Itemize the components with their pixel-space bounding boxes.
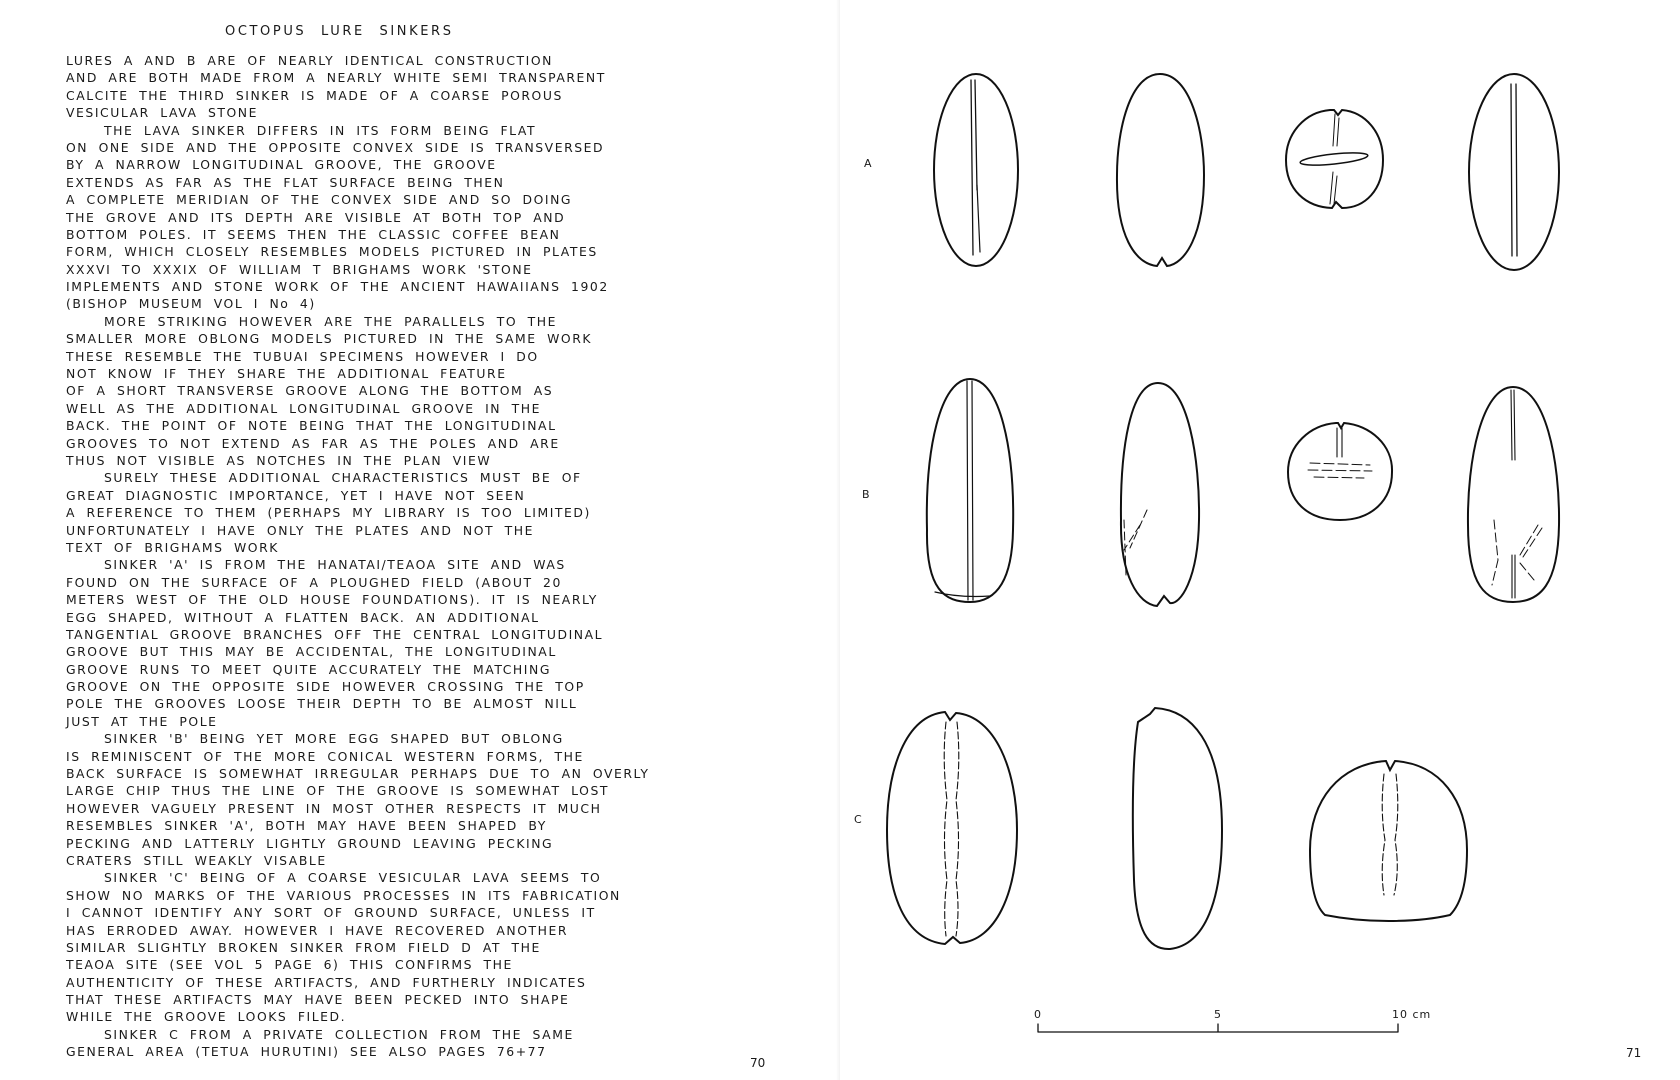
sinker-c-end-view bbox=[1310, 761, 1467, 921]
text-line: GENERAL AREA (TETUA HURUTINI) SEE ALSO PAGES 76+77 bbox=[66, 1044, 547, 1060]
text-line: SINKER 'C' BEING OF A COARSE VESICULAR LAVA SEEMS TO bbox=[104, 870, 602, 886]
sinker-b-side-view bbox=[1121, 383, 1199, 606]
text-line: BY A NARROW LONGITUDINAL GROOVE, THE GROOVE bbox=[66, 157, 497, 173]
sinker-a-side-view bbox=[1117, 74, 1204, 266]
sinker-a-end-view bbox=[1286, 110, 1383, 208]
text-line: BOTTOM POLES. IT SEEMS THEN THE CLASSIC COFFEE BEAN bbox=[66, 226, 561, 242]
text-line: GROOVE BUT THIS MAY BE ACCIDENTAL, THE LONGITUDINAL bbox=[66, 644, 557, 660]
text-line: IS REMINISCENT OF THE MORE CONICAL WESTERN FORMS, THE bbox=[66, 748, 584, 764]
sinker-b-back-view bbox=[1468, 387, 1559, 602]
text-line: BACK SURFACE IS SOMEWHAT IRREGULAR PERHAPS DUE TO AN OVERLY bbox=[66, 766, 650, 782]
text-line: AUTHENTICITY OF THESE ARTIFACTS, AND FURTHERLY INDICATES bbox=[66, 974, 587, 990]
text-line: BACK. THE POINT OF NOTE BEING THAT THE LONGITUDINAL bbox=[66, 418, 557, 434]
text-line: ON ONE SIDE AND THE OPPOSITE CONVEX SIDE IS TRANSVERSED bbox=[66, 139, 605, 155]
text-line: TANGENTIAL GROOVE BRANCHES OFF THE CENTRAL LONGITUDINAL bbox=[66, 626, 604, 642]
text-line: (BISHOP MUSEUM VOL I No 4) bbox=[66, 296, 316, 312]
text-line: GROOVE ON THE OPPOSITE SIDE HOWEVER CROSSING THE TOP bbox=[66, 679, 585, 695]
text-line: XXXVI TO XXXIX OF WILLIAM T BRIGHAMS WORK 'STONE bbox=[66, 261, 533, 277]
text-line: RESEMBLES SINKER 'A', BOTH MAY HAVE BEEN SHAPED BY bbox=[66, 818, 547, 834]
scale-label-0: 0 bbox=[1034, 1008, 1042, 1021]
text-line: GREAT DIAGNOSTIC IMPORTANCE, YET I HAVE NOT SEEN bbox=[66, 487, 526, 503]
text-line: IMPLEMENTS AND STONE WORK OF THE ANCIENT HAWAIIANS 1902 bbox=[66, 279, 609, 295]
text-line: THESE RESEMBLE THE TUBUAI SPECIMENS HOWEVER I DO bbox=[66, 348, 539, 364]
text-line: CRATERS STILL WEAKLY VISABLE bbox=[66, 852, 327, 868]
text-line: SINKER 'B' BEING YET MORE EGG SHAPED BUT OBLONG bbox=[104, 731, 564, 747]
row-label-c: C bbox=[854, 813, 862, 826]
text-line: MORE STRIKING HOWEVER ARE THE PARALLELS TO THE bbox=[104, 313, 557, 329]
scale-label-10cm: 10 cm bbox=[1392, 1008, 1432, 1021]
text-line: THE LAVA SINKER DIFFERS IN ITS FORM BEING FLAT bbox=[104, 122, 537, 138]
text-line: SMALLER MORE OBLONG MODELS PICTURED IN THE SAME WORK bbox=[66, 331, 593, 347]
sinker-a-front-view bbox=[934, 74, 1018, 266]
scale-bar bbox=[1038, 1024, 1398, 1032]
sinker-b-end-view bbox=[1288, 423, 1392, 520]
text-line: SURELY THESE ADDITIONAL CHARACTERISTICS MUST BE OF bbox=[104, 470, 582, 486]
sinker-a-back-view bbox=[1469, 74, 1559, 270]
text-line: VESICULAR LAVA STONE bbox=[66, 105, 259, 121]
text-line: JUST AT THE POLE bbox=[66, 713, 218, 729]
text-line: POLE THE GROOVES LOOSE THEIR DEPTH TO BE ALMOST NILL bbox=[66, 696, 578, 712]
sinker-b-front-view bbox=[927, 379, 1013, 602]
text-line: TEXT OF BRIGHAMS WORK bbox=[66, 539, 279, 555]
text-line: WELL AS THE ADDITIONAL LONGITUDINAL GROOVE IN THE bbox=[66, 400, 541, 416]
text-line: FOUND ON THE SURFACE OF A PLOUGHED FIELD (ABOUT 20 bbox=[66, 574, 562, 590]
text-line: AND ARE BOTH MADE FROM A NEARLY WHITE SEMI TRANSPARENT bbox=[66, 70, 606, 86]
page-number-left: 70 bbox=[750, 1056, 766, 1070]
text-line: THUS NOT VISIBLE AS NOTCHES IN THE PLAN VIEW bbox=[66, 452, 492, 468]
text-line: HOWEVER VAGUELY PRESENT IN MOST OTHER RESPECTS IT MUCH bbox=[66, 800, 602, 816]
text-line: THE GROVE AND ITS DEPTH ARE VISIBLE AT BOTH TOP AND bbox=[66, 209, 566, 225]
text-line: GROOVE RUNS TO MEET QUITE ACCURATELY THE MATCHING bbox=[66, 661, 551, 677]
sinker-c-front-view bbox=[887, 712, 1017, 944]
text-line: TEAOA SITE (SEE VOL 5 PAGE 6) THIS CONFIRMS THE bbox=[66, 957, 513, 973]
text-line: PECKING AND LATTERLY LIGHTLY GROUND LEAVING PECKING bbox=[66, 835, 554, 851]
text-line: EXTENDS AS FAR AS THE FLAT SURFACE BEING THEN bbox=[66, 174, 505, 190]
text-line: SIMILAR SLIGHTLY BROKEN SINKER FROM FIELD D AT THE bbox=[66, 939, 541, 955]
text-line: EGG SHAPED, WITHOUT A FLATTEN BACK. AN ADDITIONAL bbox=[66, 609, 540, 625]
text-line: LURES A AND B ARE OF NEARLY IDENTICAL CONSTRUCTION bbox=[66, 53, 553, 68]
row-label-a: A bbox=[864, 157, 872, 170]
text-line: GROOVES TO NOT EXTEND AS FAR AS THE POLES AND ARE bbox=[66, 435, 560, 451]
text-line: UNFORTUNATELY I HAVE ONLY THE PLATES AND NOT THE bbox=[66, 522, 535, 538]
text-line: SINKER 'A' IS FROM THE HANATAI/TEAOA SITE AND WAS bbox=[104, 557, 566, 573]
text-line: LARGE CHIP THUS THE LINE OF THE GROOVE IS SOMEWHAT LOST bbox=[66, 783, 609, 799]
text-line: HAS ERRODED AWAY. HOWEVER I HAVE RECOVERED ANOTHER bbox=[66, 922, 569, 938]
page-title: OCTOPUS LURE SINKERS bbox=[225, 24, 454, 39]
text-line: THAT THESE ARTIFACTS MAY HAVE BEEN PECKED INTO SHAPE bbox=[66, 992, 570, 1008]
text-line: SINKER C FROM A PRIVATE COLLECTION FROM THE SAME bbox=[104, 1026, 574, 1042]
row-label-b: B bbox=[862, 488, 870, 501]
scale-label-5: 5 bbox=[1214, 1008, 1222, 1021]
text-line: I CANNOT IDENTIFY ANY SORT OF GROUND SURFACE, UNLESS IT bbox=[66, 905, 596, 921]
sinker-c-side-view bbox=[1133, 708, 1222, 949]
text-line: OF A SHORT TRANSVERSE GROOVE ALONG THE BOTTOM AS bbox=[66, 383, 554, 399]
text-line: WHILE THE GROOVE LOOKS FILED. bbox=[66, 1009, 347, 1025]
text-line: METERS WEST OF THE OLD HOUSE FOUNDATIONS). IT IS NEARLY bbox=[66, 592, 598, 608]
text-line: CALCITE THE THIRD SINKER IS MADE OF A COARSE POROUS bbox=[66, 87, 563, 103]
text-line: A REFERENCE TO THEM (PERHAPS MY LIBRARY IS TOO LIMITED) bbox=[66, 505, 591, 521]
text-line: FORM, WHICH CLOSELY RESEMBLES MODELS PICTURED IN PLATES bbox=[66, 244, 598, 260]
text-line: A COMPLETE MERIDIAN OF THE CONVEX SIDE AND SO DOING bbox=[66, 192, 573, 208]
text-line: SHOW NO MARKS OF THE VARIOUS PROCESSES IN ITS FABRICATION bbox=[66, 887, 621, 903]
text-line: NOT KNOW IF THEY SHARE THE ADDITIONAL FEATURE bbox=[66, 366, 507, 382]
page-number-right: 71 bbox=[1626, 1046, 1642, 1060]
